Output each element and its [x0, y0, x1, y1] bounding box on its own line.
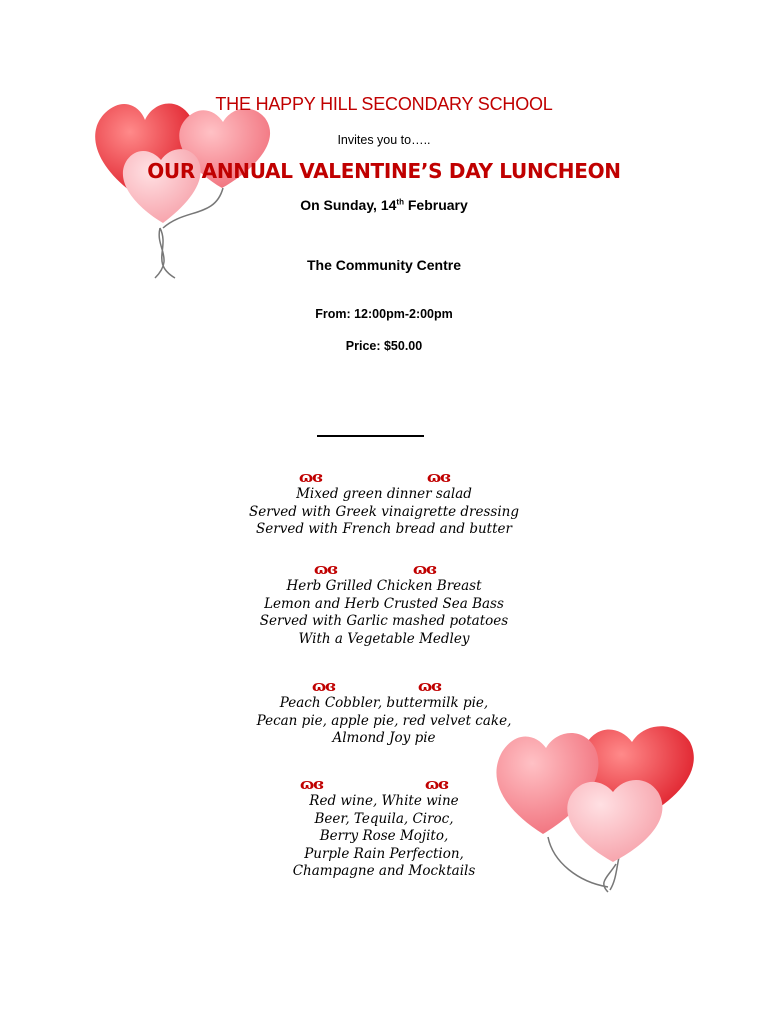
divider-line — [317, 435, 424, 437]
event-date: On Sunday, 14th February — [300, 197, 468, 213]
menu-item: Berry Rose Mojito, — [319, 828, 449, 844]
menu-item: Served with Garlic mashed potatoes — [259, 613, 509, 629]
menu-item: Herb Grilled Chicken Breast — [286, 578, 482, 594]
menu-item: Served with French bread and butter — [256, 521, 512, 537]
ornament-icon: ɷɞ — [418, 677, 441, 695]
menu-item: Lemon and Herb Crusted Sea Bass — [264, 595, 504, 612]
menu-item: With a Vegetable Medley — [298, 630, 470, 647]
menu-starter — [0, 468, 768, 539]
menu-item: Red wine, White wine — [309, 793, 459, 809]
invite-text: Invites you to….. — [337, 133, 431, 147]
menu-item: Peach Cobbler, buttermilk pie, — [279, 695, 489, 711]
ornament-icon: ɷɞ — [299, 468, 322, 486]
menu-item: Beer, Tequila, Ciroc, — [314, 810, 454, 827]
ornament-icon: ɷɞ — [425, 775, 448, 793]
school-name: THE HAPPY HILL SECONDARY SCHOOL — [215, 94, 553, 114]
menu-item: Mixed green dinner salad — [296, 486, 472, 502]
menu-item: Champagne and Mocktails — [292, 863, 476, 879]
event-price: Price: $50.00 — [345, 339, 423, 353]
event-venue: The Community Centre — [306, 257, 461, 273]
menu-item: Pecan pie, apple pie, red velvet cake, — [256, 712, 512, 729]
event-time: From: 12:00pm-2:00pm — [315, 307, 453, 321]
ornament-icon: ɷɞ — [427, 468, 450, 486]
menu-item: Served with Greek vinaigrette dressing — [248, 503, 520, 520]
ornament-icon: ɷɞ — [312, 677, 335, 695]
menu-drinks — [0, 775, 768, 881]
menu-item: Purple Rain Perfection, — [304, 845, 464, 862]
ornament-icon: ɷɞ — [300, 775, 323, 793]
menu-main — [0, 560, 768, 648]
ornament-icon: ɷɞ — [314, 560, 337, 578]
event-title: OUR ANNUAL VALENTINE’S DAY LUNCHEON — [147, 159, 621, 183]
ornament-icon: ɷɞ — [413, 560, 436, 578]
menu-item: Almond Joy pie — [332, 730, 436, 746]
